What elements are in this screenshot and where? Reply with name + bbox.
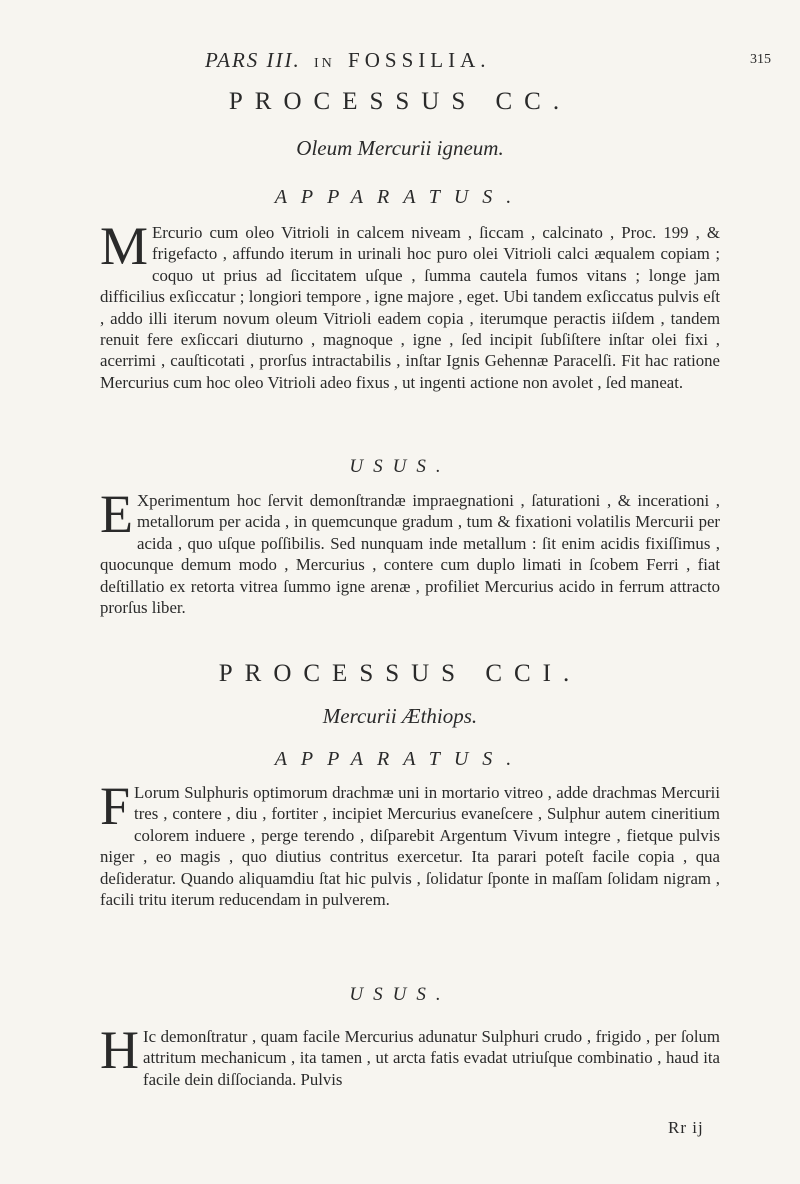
usus-heading: USUS.: [349, 984, 451, 1005]
section-title: Mercurii Æthiops.: [322, 704, 478, 728]
usus-paragraph: [100, 1020, 720, 1090]
apparatus-heading: APPARATUS.: [274, 748, 526, 770]
paragraph-text: Ercurio cum oleo Vitrioli in calcem niveam , ſiccam , calcinato , Proc. 199 , & frigefacto , affundo iterum in urinali hoc puro olei Vitrioli calci æqualem copiam ; coquo ut prius ad ſiccitatem uſque , ſumma cautela fumos vitans ; longe jam difficilius exſiccatur ; longiori tempore , igne majore , eget. Ubi tandem exſiccatus pulvis eſt , addo illi iterum novum oleum Vitrioli eadem copia , iterumque peractis iiſdem , tandem renuit fere exſiccari diuturno , magnoque , igne , ſed incipit ſubſiſtere inſtar olei fixi , acerrimi , cauſticotati , prorſus intractabilis , inſtar Ignis Gehennæ Paracelſi. Fit hac ratione Mercurius cum hoc oleo Vitrioli adeo fixus , ut ingenti actione non avolet , ſed maneat.: [100, 223, 720, 392]
drop-cap: H: [100, 1020, 139, 1080]
paragraph-text: Lorum Sulphuris optimorum drachmæ uni in mortario vitreo , adde drachmas Mercurii tres , contere , diu , fortiter , incipiet Mercurius evaneſcere , Sulphur autem cineritium colorem induere , perge terendo , diſparebit Argentum Vivum integre , fietque pulvis niger , eo magis , quo diutius contritus exercetur. Ita parari poteſt facile copia , qua deſideratur. Quando aliquamdiu ſtat hic pulvis , ſolidatur ſponte in maſſam ſolidam nigram , facili tritu iterum reducendam in pulverem.: [100, 783, 720, 910]
drop-cap: M: [100, 216, 149, 276]
paragraph-text: Xperimentum hoc ſervit demonſtrandæ impraegnationi , ſaturationi , & incerationi , metallorum per acida , in quemcunque gradum , tum & fixationi volatilis Mercurii per acida , quo uſque poſſibilis. Sed nunquam inde metallum : ſit enim acidis fixiſſimus , quocunque demum modo , Mercurius , contere cum duplo limati in ſcobem Ferri , fiat deſtillatio ex retorta vitrea ſummo igne arenæ , profiliet Mercurius acido in ferrum attracto prorſus liber.: [100, 491, 720, 618]
apparatus-paragraph: [100, 216, 720, 393]
apparatus-paragraph: [100, 776, 720, 910]
catchword: Rr ij: [668, 1118, 704, 1137]
section-heading: PROCESSUS CCI.: [218, 660, 582, 687]
running-head-in: IN: [314, 56, 335, 71]
page-number: 315: [750, 52, 771, 67]
section-heading: PROCESSUS CC.: [228, 88, 572, 115]
drop-cap: E: [100, 484, 133, 544]
apparatus-heading: APPARATUS.: [274, 186, 526, 208]
drop-cap: F: [100, 776, 131, 836]
paragraph-text: Ic demonſtratur , quam facile Mercurius adunatur Sulphuri crudo , frigido , per ſolum attritum mechanicum , ita tamen , ut arcta fatis evadat utriuſque combinatio , haud ita facile dein diſſocianda. Pulvis: [143, 1027, 720, 1089]
usus-heading: USUS.: [349, 456, 451, 477]
section-title: Oleum Mercurii igneum.: [296, 136, 504, 160]
running-head: [205, 48, 625, 73]
running-head-section: FOSSILIA.: [348, 48, 491, 72]
running-head-part: PARS III.: [205, 48, 301, 72]
usus-paragraph: [100, 484, 720, 618]
